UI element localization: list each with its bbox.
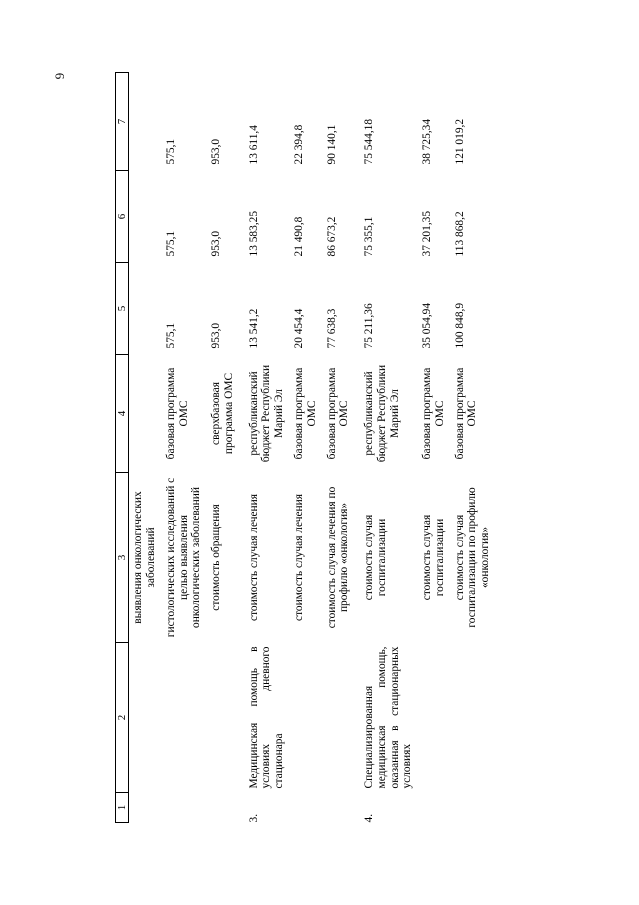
value-col6: 75 355,1	[363, 216, 376, 257]
value-col5: 575,1	[164, 322, 177, 349]
value-col7: 121 019,2	[453, 118, 466, 165]
funding-source: республиканский бюджет Республики Марий Эл	[363, 364, 401, 463]
value-col6: 13 583,25	[247, 210, 260, 257]
value-col5: 75 211,36	[363, 303, 376, 349]
table-row	[451, 73, 496, 823]
care-type: Специализированная медицинская помощь, оказанная в стационарных условиях	[363, 646, 414, 789]
care-type	[290, 643, 323, 793]
value-col6: 575,1	[164, 230, 177, 257]
column-number-header-row	[116, 73, 129, 823]
row-number	[207, 793, 240, 823]
row-number	[129, 793, 162, 823]
value-col5: 100 848,9	[453, 302, 466, 349]
funding-source: базовая программа ОМС	[325, 367, 351, 460]
value-col6: 953,0	[210, 230, 223, 257]
value-col7: 575,1	[164, 138, 177, 165]
value-col5: 13 541,2	[247, 308, 260, 349]
column-header-3: 3	[116, 473, 129, 643]
column-header-6: 6	[116, 171, 129, 263]
indicator: гистологических исследований с целью выявления онкологических заболеваний	[164, 477, 203, 638]
care-type	[323, 643, 356, 793]
care-type	[207, 643, 240, 793]
value-col7: 22 394,8	[292, 124, 305, 165]
value-col6: 21 490,8	[292, 216, 305, 257]
funding-source: базовая программа ОМС	[453, 367, 479, 460]
table-row	[355, 73, 418, 823]
indicator: стоимость случая госпитализации	[363, 514, 388, 601]
row-number: 3.	[247, 813, 260, 823]
value-col6: 86 673,2	[325, 216, 338, 257]
care-type: Медицинская помощь в условиях дневного стационара	[247, 646, 286, 789]
column-header-4: 4	[116, 355, 129, 473]
indicator: стоимость случая лечения	[292, 494, 305, 621]
value-col5: 953,0	[210, 322, 223, 349]
cost-standards-table	[115, 72, 496, 823]
value-col5: 35 054,94	[421, 302, 434, 349]
value-col6: 113 868,2	[453, 211, 466, 257]
row-number: 4.	[363, 813, 376, 823]
table-row	[290, 73, 323, 823]
column-header-2: 2	[116, 643, 129, 793]
value-col7	[129, 73, 162, 171]
table-row	[207, 73, 240, 823]
table-row	[240, 73, 290, 823]
funding-source: республиканский бюджет Республики Марий Эл	[247, 364, 286, 463]
value-col6	[129, 171, 162, 263]
funding-source: базовая программа ОМС	[292, 367, 318, 460]
indicator: стоимость обращения	[210, 504, 223, 611]
column-header-7: 7	[116, 73, 129, 171]
care-type	[162, 643, 207, 793]
value-col5: 77 638,3	[325, 308, 338, 349]
table-row	[162, 73, 207, 823]
row-number	[162, 793, 207, 823]
value-col7: 953,0	[210, 138, 223, 165]
funding-source	[129, 355, 162, 473]
value-col5	[129, 263, 162, 355]
page-number: 6	[52, 72, 68, 80]
funding-source: сверхбазовая программа ОМС	[210, 372, 235, 455]
rotated-table-container	[115, 73, 522, 823]
column-header-5: 5	[116, 263, 129, 355]
row-number	[451, 793, 496, 823]
column-header-1: 1	[116, 793, 129, 823]
indicator: выявления онкологических заболеваний	[132, 491, 158, 624]
table-row	[418, 73, 451, 823]
table-row	[129, 73, 162, 823]
row-number	[290, 793, 323, 823]
care-type	[129, 643, 162, 793]
row-number	[323, 793, 356, 823]
value-col6: 37 201,35	[421, 210, 434, 257]
care-type	[418, 643, 451, 793]
indicator: стоимость случая госпитализации по профилю «онкология»	[453, 487, 492, 628]
funding-source: базовая программа ОМС	[164, 367, 190, 460]
table-row	[323, 73, 356, 823]
funding-source: базовая программа ОМС	[421, 367, 446, 460]
value-col7: 38 725,34	[421, 118, 434, 165]
indicator: стоимость случая госпитализации	[421, 514, 446, 601]
indicator: стоимость случая лечения	[247, 494, 260, 621]
value-col5: 20 454,4	[292, 308, 305, 349]
value-col7: 13 611,4	[247, 125, 260, 165]
care-type	[451, 643, 496, 793]
indicator: стоимость случая лечения по профилю «онкология»	[325, 486, 351, 629]
value-col7: 90 140,1	[325, 124, 338, 165]
row-number	[418, 793, 451, 823]
value-col7: 75 544,18	[363, 118, 376, 165]
